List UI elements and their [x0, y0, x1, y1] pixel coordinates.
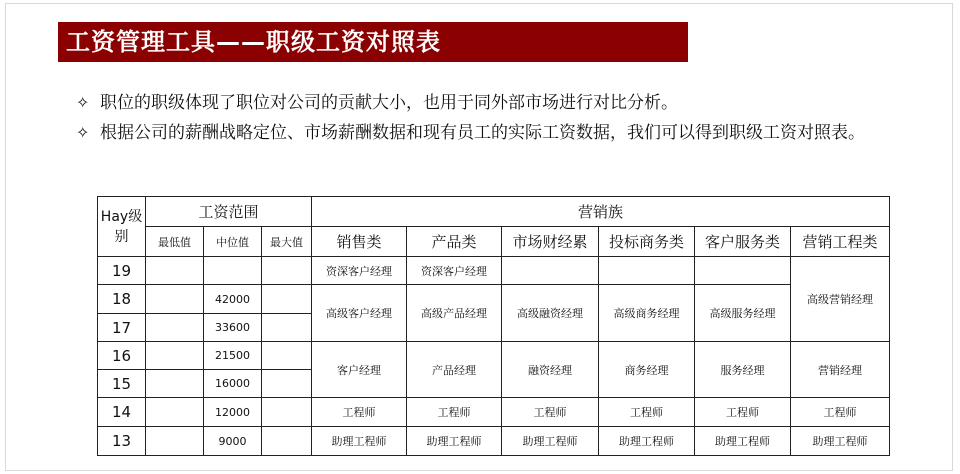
page-title: 工资管理工具——职级工资对照表: [58, 22, 688, 62]
bullet-item: [76, 118, 896, 148]
median-cell: 12000: [204, 398, 262, 427]
level-cell: 15: [98, 370, 146, 398]
table-cell: [502, 257, 599, 285]
marketing-family-header: 营销族: [312, 197, 890, 227]
hay-level-header: Hay级别: [98, 197, 146, 257]
table-cell: [695, 257, 791, 285]
table-cell: 资深客户经理: [407, 257, 502, 285]
category-header: 投标商务类: [599, 227, 695, 257]
table-cell: 高级营销经理: [791, 257, 890, 342]
salary-range-header: 工资范围: [146, 197, 312, 227]
table-cell: 助理工程师: [791, 427, 890, 456]
table-cell: 资深客户经理: [312, 257, 407, 285]
table-cell: 高级产品经理: [407, 285, 502, 342]
level-cell: 13: [98, 427, 146, 456]
max-cell: [262, 257, 312, 285]
table-cell: 助理工程师: [695, 427, 791, 456]
table-cell: 助理工程师: [312, 427, 407, 456]
max-cell: [262, 370, 312, 398]
diamond-bullet-icon: ✧: [76, 93, 90, 112]
table-cell: 助理工程师: [599, 427, 695, 456]
bullet-text: 根据公司的薪酬战略定位、市场薪酬数据和现有员工的实际工资数据，我们可以得到职级工资对照表。: [100, 123, 865, 143]
table-cell: 服务经理: [695, 342, 791, 398]
max-cell: [262, 398, 312, 427]
max-cell: [262, 285, 312, 314]
max-cell: [262, 314, 312, 342]
table-cell: 营销经理: [791, 342, 890, 398]
salary-grade-table: [97, 196, 890, 456]
min-value-header: 最低值: [146, 227, 204, 257]
table-cell: 高级融资经理: [502, 285, 599, 342]
max-cell: [262, 342, 312, 370]
level-cell: 16: [98, 342, 146, 370]
category-header: 产品类: [407, 227, 502, 257]
median-value-header: 中位值: [204, 227, 262, 257]
max-cell: [262, 427, 312, 456]
table-cell: 产品经理: [407, 342, 502, 398]
table-cell: 工程师: [599, 398, 695, 427]
diamond-bullet-icon: ✧: [76, 123, 90, 142]
category-header: 销售类: [312, 227, 407, 257]
bullet-text: 职位的职级体现了职位对公司的贡献大小，也用于同外部市场进行对比分析。: [100, 93, 678, 113]
median-cell: 42000: [204, 285, 262, 314]
table-cell: 商务经理: [599, 342, 695, 398]
table-cell: [599, 257, 695, 285]
level-cell: 17: [98, 314, 146, 342]
median-cell: 21500: [204, 342, 262, 370]
table-cell: 高级客户经理: [312, 285, 407, 342]
category-header: 市场财经累: [502, 227, 599, 257]
table-cell: 工程师: [791, 398, 890, 427]
table-cell: 助理工程师: [502, 427, 599, 456]
table-cell: 融资经理: [502, 342, 599, 398]
bullet-list: [76, 88, 896, 148]
min-cell: [146, 285, 204, 314]
table-cell: 工程师: [502, 398, 599, 427]
max-value-header: 最大值: [262, 227, 312, 257]
category-header: 营销工程类: [791, 227, 890, 257]
min-cell: [146, 427, 204, 456]
table-cell: 客户经理: [312, 342, 407, 398]
median-cell: 16000: [204, 370, 262, 398]
table-cell: 工程师: [695, 398, 791, 427]
level-cell: 14: [98, 398, 146, 427]
table-cell: 高级服务经理: [695, 285, 791, 342]
min-cell: [146, 342, 204, 370]
median-cell: 9000: [204, 427, 262, 456]
median-cell: 33600: [204, 314, 262, 342]
level-cell: 18: [98, 285, 146, 314]
table-cell: 工程师: [312, 398, 407, 427]
level-cell: 19: [98, 257, 146, 285]
category-header: 客户服务类: [695, 227, 791, 257]
bullet-item: [76, 88, 896, 118]
table-cell: 工程师: [407, 398, 502, 427]
min-cell: [146, 398, 204, 427]
min-cell: [146, 257, 204, 285]
table-cell: 高级商务经理: [599, 285, 695, 342]
min-cell: [146, 314, 204, 342]
table-cell: 助理工程师: [407, 427, 502, 456]
median-cell: [204, 257, 262, 285]
min-cell: [146, 370, 204, 398]
